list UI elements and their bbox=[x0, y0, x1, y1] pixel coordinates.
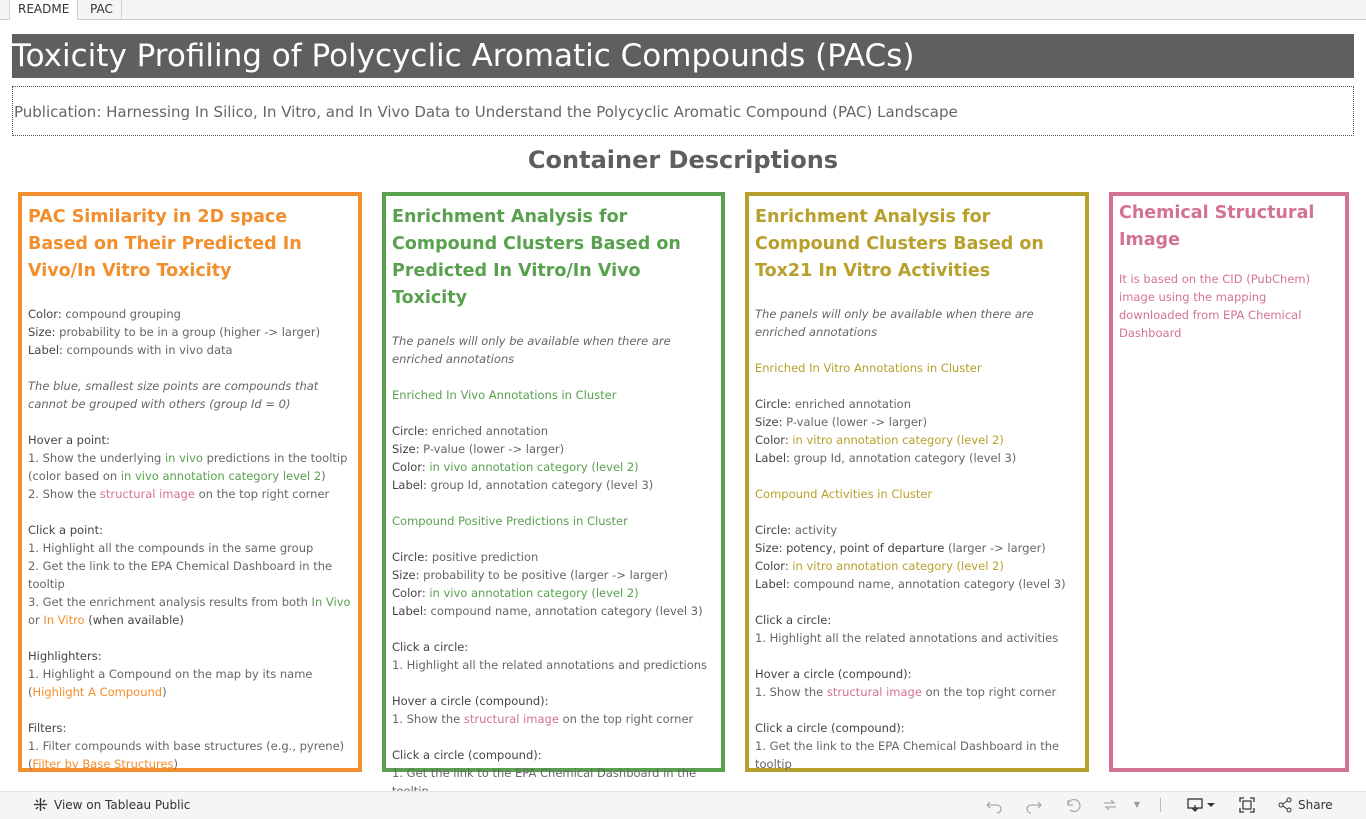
subheading: Enriched In Vivo Annotations in Cluster bbox=[392, 388, 617, 402]
revert-icon[interactable] bbox=[1064, 797, 1082, 813]
sheet-tab-bar bbox=[0, 0, 1366, 20]
note-text: The panels will only be available when there are enriched annotations bbox=[755, 307, 1034, 339]
highlighter-instructions: Highlighters: 1. Highlight a Compound on the map by its name (Highlight A Compound) bbox=[28, 649, 313, 699]
card-description: It is based on the CID (PubChem) image using the mapping downloaded from EPA Chemical Dashboard bbox=[1119, 272, 1311, 340]
tableau-logo-icon bbox=[33, 797, 48, 812]
container-card-in-vivo-enrichment bbox=[382, 192, 725, 780]
undo-icon[interactable] bbox=[985, 797, 1003, 813]
container-card-structural-image bbox=[1109, 192, 1349, 772]
card-title: Enrichment Analysis for Compound Clusters Based on Tox21 In Vitro Activities bbox=[755, 207, 1044, 281]
card-title: PAC Similarity in 2D space Based on Their Predicted In Vivo/In Vitro Toxicity bbox=[28, 207, 302, 281]
share-button[interactable] bbox=[1277, 797, 1333, 813]
tableau-toolbar bbox=[0, 791, 1366, 819]
hover-instructions: Hover a circle (compound): 1. Show the structural image on the top right corner bbox=[392, 694, 694, 726]
tab-pac[interactable]: PAC bbox=[82, 0, 122, 19]
click-instructions: Click a circle: 1. Highlight all the related annotations and predictions bbox=[392, 640, 708, 672]
container-card-tox21-enrichment bbox=[745, 192, 1089, 772]
encoding-legend: Color: compound grouping Size: probability to be in a group (higher -> larger) Label: compounds with in vivo data bbox=[28, 307, 321, 357]
filter-instructions: Filters: 1. Filter compounds with base structures (e.g., pyrene) (Filter by Base Structures) bbox=[28, 721, 345, 771]
click-instructions: Click a point: 1. Highlight all the compounds in the same group 2. Get the link to the EPA Chemical Dashboard in the tooltip 3. Get the enrichment analysis results from both In Vivo or In Vitro (when available) bbox=[28, 523, 351, 627]
redo-icon[interactable] bbox=[1025, 797, 1043, 813]
view-on-tableau-public-link[interactable] bbox=[33, 797, 190, 812]
pause-dropdown-icon[interactable]: ▼ bbox=[1133, 800, 1141, 809]
download-icon[interactable] bbox=[1187, 797, 1217, 813]
container-card-pac-similarity bbox=[18, 192, 362, 772]
share-label: Share bbox=[1298, 798, 1333, 812]
click-compound-instructions: Click a circle (compound): 1. Get the link to the EPA Chemical Dashboard in the tooltip bbox=[755, 721, 1060, 771]
tab-readme[interactable]: README bbox=[9, 0, 78, 20]
page-title: Toxicity Profiling of Polycyclic Aromatic Compounds (PACs) bbox=[12, 34, 1354, 78]
subheading: Compound Positive Predictions in Cluster bbox=[392, 514, 628, 528]
fullscreen-icon[interactable] bbox=[1238, 797, 1256, 813]
subheading: Compound Activities in Cluster bbox=[755, 487, 933, 501]
hover-instructions: Hover a circle (compound): 1. Show the structural image on the top right corner bbox=[755, 667, 1057, 699]
share-icon bbox=[1277, 797, 1293, 813]
note-text: The blue, smallest size points are compounds that cannot be grouped with others (group Id = 0) bbox=[28, 379, 319, 411]
card-title: Chemical Structural Image bbox=[1119, 203, 1315, 250]
encoding-legend: Circle: positive prediction Size: probability to be positive (larger -> larger) Color: in vivo annotation category (level 2) Label: compound name, annotation category (level 3) bbox=[392, 550, 703, 618]
click-instructions: Click a circle: 1. Highlight all the related annotations and activities bbox=[755, 613, 1059, 645]
encoding-legend: Circle: enriched annotation Size: P-value (lower -> larger) Color: in vitro annotation category (level 2) Label: group Id, annotation category (level 3) bbox=[755, 397, 1017, 465]
encoding-legend: Circle: enriched annotation Size: P-value (lower -> larger) Color: in vivo annotation category (level 2) Label: group Id, annotation category (level 3) bbox=[392, 424, 654, 492]
hover-instructions: Hover a point: 1. Show the underlying in vivo predictions in the tooltip (color based on in vivo annotation category level 2) 2. Show the structural image on the top right corner bbox=[28, 433, 348, 501]
encoding-legend: Circle: activity Size: potency, point of departure (larger -> larger) Color: in vitro annotation category (level 2) Label: compound name, annotation category (level 3) bbox=[755, 523, 1066, 591]
section-title: Container Descriptions bbox=[527, 146, 839, 174]
note-text: The panels will only be available when there are enriched annotations bbox=[392, 334, 671, 366]
click-compound-instructions: Click a circle (compound): 1. Get the link to the EPA Chemical Dashboard in the bbox=[392, 748, 697, 780]
view-label: View on Tableau Public bbox=[54, 797, 191, 812]
toolbar-divider bbox=[1160, 798, 1161, 812]
card-title: Enrichment Analysis for Compound Clusters Based on Predicted In Vitro/In Vivo Toxicity bbox=[392, 207, 681, 308]
refresh-icon[interactable] bbox=[1101, 797, 1119, 813]
publication-text: Publication: Harnessing In Silico, In Vitro, and In Vivo Data to Understand the Polycyclic Aromatic Compound (PAC) Landscape bbox=[12, 86, 1354, 136]
subheading: Enriched In Vitro Annotations in Cluster bbox=[755, 361, 982, 375]
